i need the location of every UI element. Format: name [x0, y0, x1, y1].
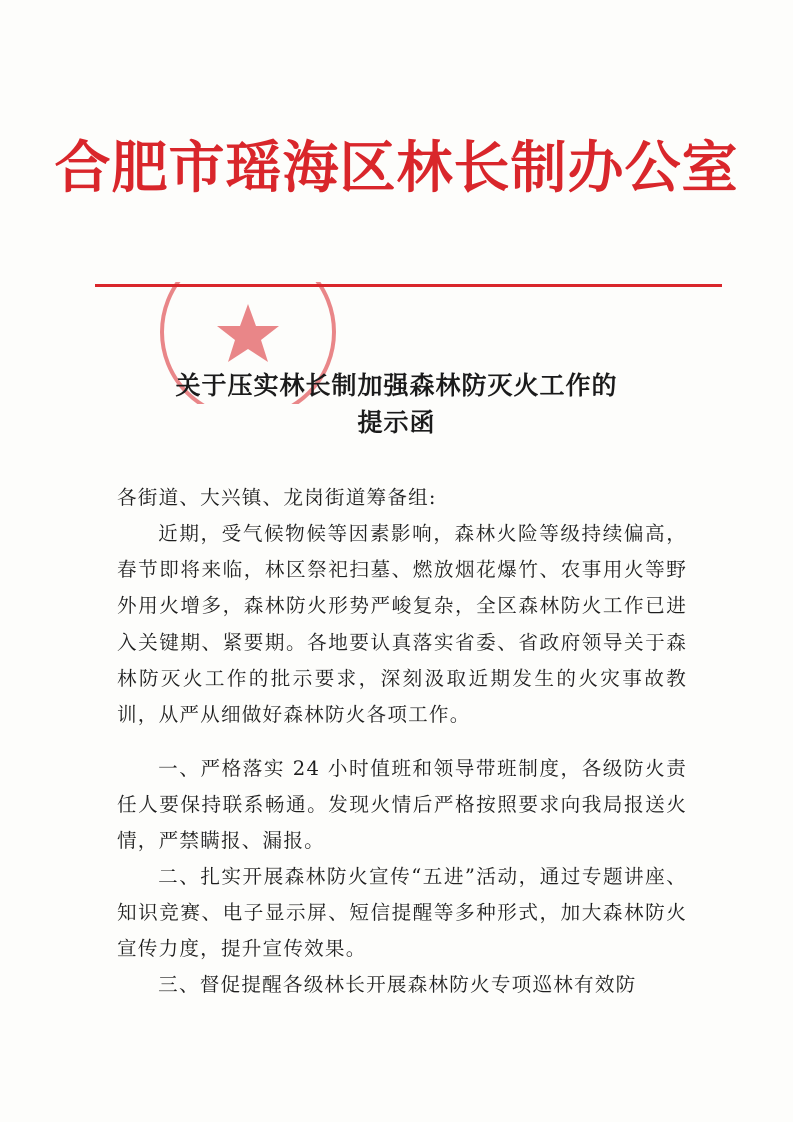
- masthead-title: 合肥市瑶海区林长制办公室: [54, 135, 739, 201]
- salutation: 各街道、大兴镇、龙岗街道筹备组:: [117, 486, 437, 509]
- paragraph-item-1: 一、严格落实 24 小时值班和领导带班制度，各级防火责任人要保持联系畅通。发现火情后严格按照要求向我局报送火情，严禁瞒报、漏报。: [117, 757, 687, 853]
- document-title-line-1: 关于压实林长制加强森林防灭火工作的: [175, 371, 618, 400]
- paragraph-intro: 近期，受气候物候等因素影响，森林火险等级持续偏高，春节即将来临，林区祭祀扫墓、燃放烟花爆竹、农事用火等野外用火增多，森林防火形势严峻复杂，全区森林防火工作已进入关键期、紧要期。各地要认真落实省委、省政府领导关于森林防灭火工作的批示要求，深刻汲取近期发生的火灾事故教训，从严从细做好森林防火各项工作。: [117, 522, 687, 727]
- paragraph-item-3: 三、督促提醒各级林长开展森林防火专项巡林有效防: [158, 973, 637, 996]
- document-title-line-2: 提示函: [357, 408, 436, 437]
- seal-star-icon: [217, 304, 279, 362]
- paragraph-item-2: 二、扎实开展森林防火宣传“五进”活动，通过专题讲座、知识竞赛、电子显示屏、短信提醒等多种形式，加大森林防火宣传力度，提升宣传效果。: [117, 865, 687, 961]
